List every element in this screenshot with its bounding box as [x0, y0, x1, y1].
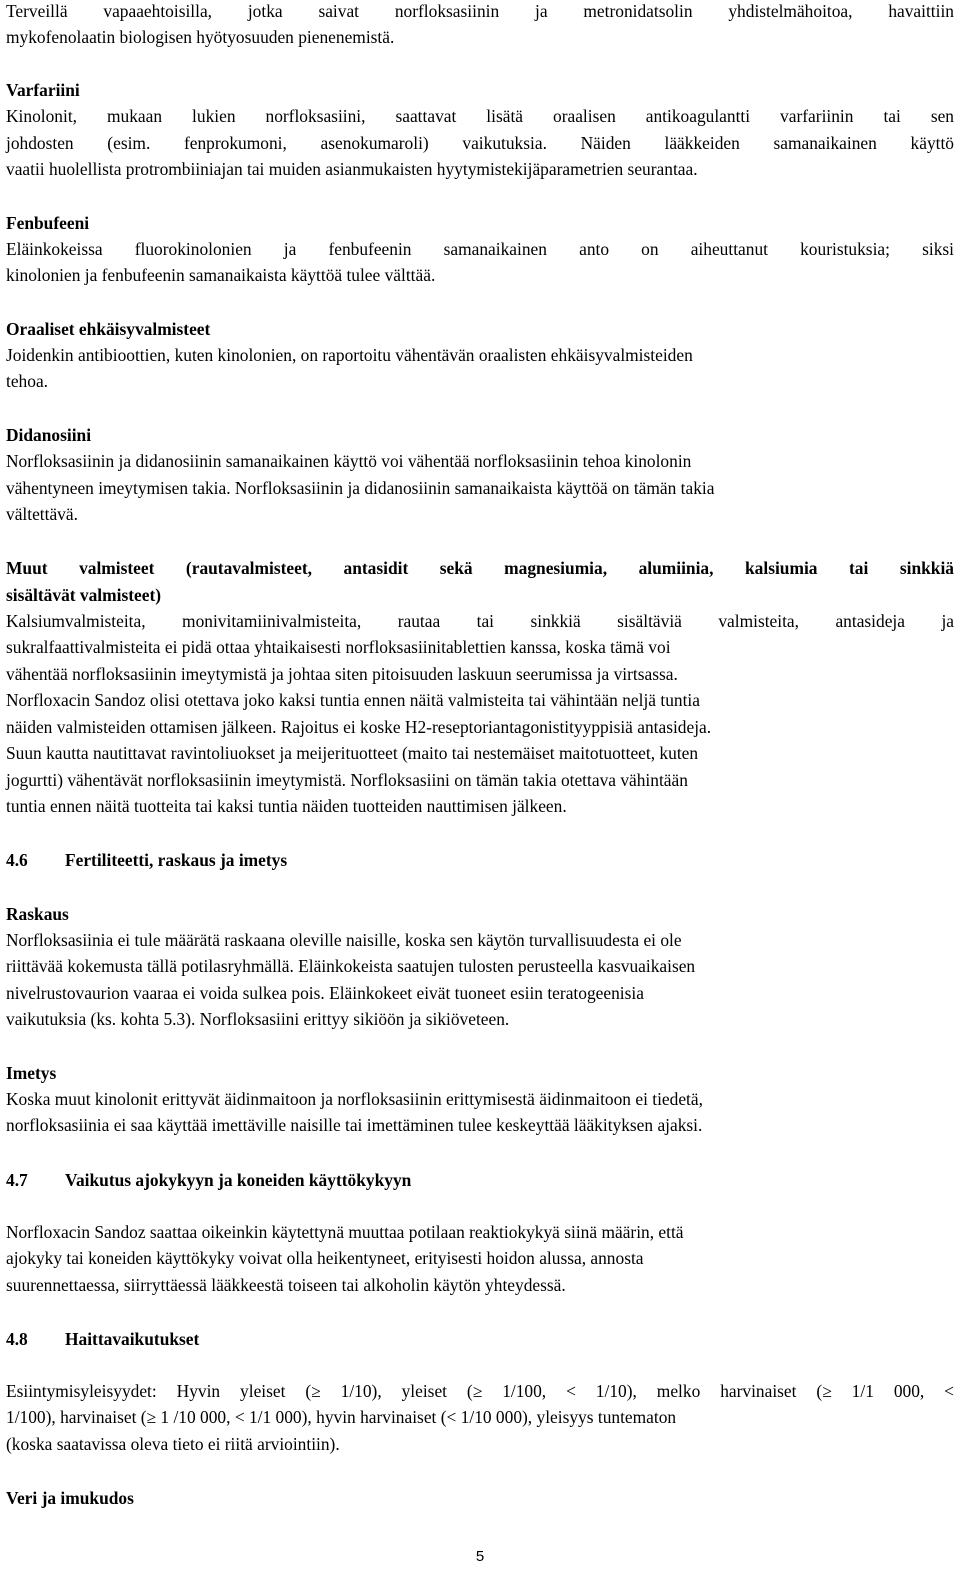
text-line: vähentää norfloksasiinin imeytymistä ja johtaa siten pitoisuuden laskuun seerumissa ja virtsassa.: [6, 664, 678, 684]
subheading-imetys: Imetys: [6, 1063, 57, 1083]
section-title: Fertiliteetti, raskaus ja imetys: [65, 850, 288, 870]
section-heading-4-6: [6, 849, 954, 871]
text-line: tuntia ennen näitä tuotteita tai kaksi tuntia näiden tuotteiden nauttimisen jälkeen.: [6, 796, 567, 816]
text-line: Norfloksasiinia ei tule määrätä raskaana oleville naisille, koska sen käytön turvallisuudesta ei ole: [6, 930, 682, 950]
subheading-muut-valmisteet-cont: sisältävät valmisteet): [6, 585, 162, 605]
subheading-oraaliset-ehkaisyvalmisteet: Oraaliset ehkäisyvalmisteet: [6, 319, 211, 339]
text-line: (koska saatavissa oleva tieto ei riitä arviointiin).: [6, 1434, 340, 1454]
text-line: näiden valmisteiden ottamisen jälkeen. Rajoitus ei koske H2-reseptoriantagonistityyppisiä antasideja.: [6, 717, 712, 737]
text-line: norfloksasiinia ei saa käyttää imettäville naisille tai imettäminen tulee keskeyttää lääkityksen ajaksi.: [6, 1115, 703, 1135]
text-line: jogurtti) vähentävät norfloksasiinin imeytymistä. Norfloksasiini on tämän takia otettava vähintään: [6, 770, 688, 790]
text-line: suurennettaessa, siirryttäessä lääkkeestä toiseen tai alkoholin käytön yhteydessä.: [6, 1275, 566, 1295]
text-line: tehoa.: [6, 371, 49, 391]
text-line: vaatii huolellista protrombiiniajan tai muiden asianmukaisten hyytymistekijäparametrien seurantaa.: [6, 159, 698, 179]
text-line: Joidenkin antibioottien, kuten kinolonien, on raportoitu vähentävän oraalisten ehkäisyvalmisteiden: [6, 345, 693, 365]
text-line: ajokyky tai koneiden käyttökyky voivat olla heikentyneet, erityisesti hoidon alussa, annosta: [6, 1248, 644, 1268]
text-line: Kalsiumvalmisteita, monivitamiinivalmisteita, rautaa tai sinkkiä sisältäviä valmisteita, antasideja ja: [6, 611, 954, 631]
text-line: vaikutuksia (ks. kohta 5.3). Norfloksasiini erittyy sikiöön ja sikiöveteen.: [6, 1009, 510, 1029]
section-heading-4-8: [6, 1328, 954, 1350]
text-line: vähentyneen imeytymisen takia. Norfloksasiinin ja didanosiinin samanaikaista käyttöä on tämän takia: [6, 478, 715, 498]
text-line: Norfloksasiinin ja didanosiinin samanaikainen käyttö voi vähentää norfloksasiinin tehoa kinolonin: [6, 451, 692, 471]
subheading-didanosiini: Didanosiini: [6, 425, 92, 445]
text-line: Eläinkokeissa fluorokinolonien ja fenbufeenin samanaikainen anto on aiheuttanut kouristuksia; siksi: [6, 239, 954, 259]
section-title: Haittavaikutukset: [65, 1329, 200, 1349]
text-line: mykofenolaatin biologisen hyötyosuuden pienenemistä.: [6, 27, 395, 47]
text-line: johdosten (esim. fenprokumoni, asenokumaroli) vaikutuksia. Näiden lääkkeiden samanaikainen käyttö: [6, 133, 954, 153]
subheading-veri-ja-imukudos: Veri ja imukudos: [6, 1488, 134, 1508]
text-line: nivelrustovaurion vaaraa ei voida sulkea pois. Eläinkokeet eivät tuoneet esiin teratogeenisia: [6, 983, 644, 1003]
text-line: vältettävä.: [6, 504, 78, 524]
text-line: 1/100), harvinaiset (≥ 1 /10 000, < 1/1 000), hyvin harvinaiset (< 1/10 000), yleisyys tuntematon: [6, 1407, 677, 1427]
text-line: Kinolonit, mukaan lukien norfloksasiini, saattavat lisätä oraalisen antikoagulantti varfariinin tai sen: [6, 106, 954, 126]
subheading-fenbufeeni: Fenbufeeni: [6, 213, 90, 233]
section-number: 4.7: [6, 1170, 28, 1190]
text-line: Terveillä vapaaehtoisilla, jotka saivat norfloksasiinin ja metronidatsolin yhdistelmähoitoa, havaittiin: [6, 1, 954, 21]
subheading-varfariini: Varfariini: [6, 80, 80, 100]
text-line: Suun kautta nautittavat ravintoliuokset ja meijerituotteet (maito tai nestemäiset maitotuotteet, kuten: [6, 743, 699, 763]
subheading-muut-valmisteet: Muut valmisteet (rautavalmisteet, antasidit sekä magnesiumia, alumiinia, kalsiumia tai sinkkiä: [6, 558, 954, 578]
section-number: 4.6: [6, 850, 28, 870]
section-heading-4-7: [6, 1169, 954, 1191]
text-line: Norfloxacin Sandoz olisi otettava joko kaksi tuntia ennen näitä valmisteita tai vähintään neljä tuntia: [6, 690, 700, 710]
page-number: 5: [475, 1548, 485, 1565]
text-line: riittävää kokemusta tällä potilasryhmällä. Eläinkokeista saatujen tulosten perusteella kasvuaikaisen: [6, 956, 696, 976]
text-line: Norfloxacin Sandoz saattaa oikeinkin käytettynä muuttaa potilaan reaktiokykyä siinä määrin, että: [6, 1222, 684, 1242]
text-line: Esiintymisyleisyydet: Hyvin yleiset (≥ 1/10), yleiset (≥ 1/100, < 1/10), melko harvinaiset (≥ 1/1 000, <: [6, 1381, 954, 1401]
text-line: sukralfaattivalmisteita ei pidä ottaa yhtaikaisesti norfloksasiinitablettien kanssa, koska tämä voi: [6, 637, 671, 657]
section-number: 4.8: [6, 1329, 28, 1349]
text-line: kinolonien ja fenbufeenin samanaikaista käyttöä tulee välttää.: [6, 265, 436, 285]
section-title: Vaikutus ajokykyyn ja koneiden käyttökykyyn: [65, 1170, 412, 1190]
subheading-raskaus: Raskaus: [6, 904, 69, 924]
text-line: Koska muut kinolonit erittyvät äidinmaitoon ja norfloksasiinin erittymisestä äidinmaitoon ei tiedetä,: [6, 1089, 703, 1109]
